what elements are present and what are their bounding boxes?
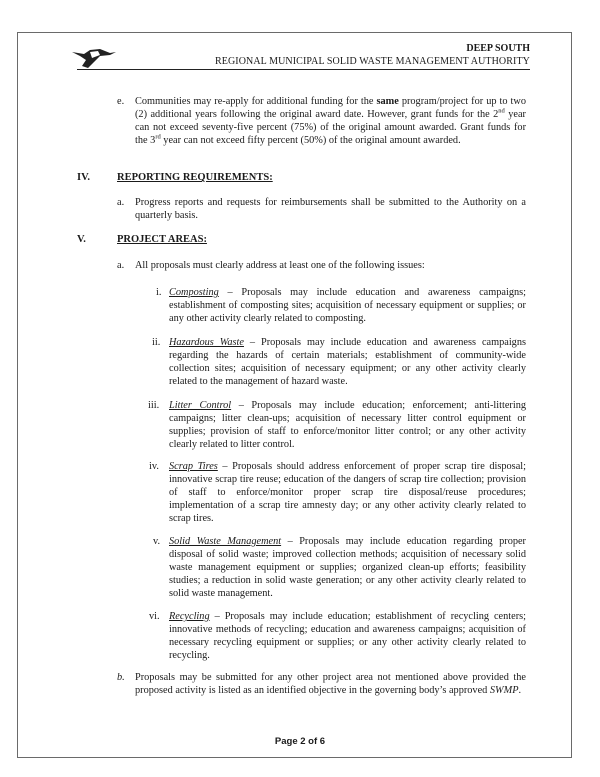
item-marker: b.	[117, 672, 125, 683]
superscript: rd	[155, 133, 161, 141]
org-subtitle: REGIONAL MUNICIPAL SOLID WASTE MANAGEMENT AUTHORITY	[214, 56, 530, 67]
list-item-recycling	[169, 611, 526, 663]
list-item-litter-control	[169, 400, 526, 452]
list-marker: iii.	[148, 400, 160, 411]
section-number: V.	[77, 234, 86, 245]
list-item-hazardous-waste	[169, 337, 526, 389]
text: year can not exceed fifty percent (50%) of the original amount awarded.	[160, 134, 461, 146]
text: – Proposals should address enforcement of proper scrap tire disposal; innovative scrap tire reuse; education of the dangers of scrap tire collection; provision of staff to enforce/monitor proper scrap tire disposal/reuse procedures; implementation of a scrap tire amnesty day; or any other activity clearly related to scrap tires.	[169, 461, 526, 524]
section-title: REPORTING REQUIREMENTS:	[117, 172, 273, 183]
page-number: Page 2 of 6	[274, 736, 326, 747]
item-marker: e.	[117, 96, 125, 107]
term: Recycling	[169, 611, 210, 622]
term: Solid Waste Management	[169, 536, 282, 547]
term: Composting	[169, 287, 219, 298]
section-number: IV.	[77, 172, 90, 183]
list-marker: vi.	[149, 611, 160, 622]
list-item-solid-waste-management	[169, 536, 526, 601]
org-name: DEEP SOUTH	[466, 43, 530, 54]
item-marker: a.	[117, 260, 125, 271]
item-marker: a.	[117, 197, 125, 208]
emphasis: same	[376, 96, 399, 107]
text: Proposals may be submitted for any other project area not mentioned above provided the proposed activity is listed as an identified objective in the governing body’s approved	[135, 672, 526, 696]
list-marker: ii.	[152, 337, 161, 348]
text: Communities may re-apply for additional funding for the	[135, 96, 377, 107]
term: Hazardous Waste	[169, 337, 244, 348]
project-areas-intro: All proposals must clearly address at least one of the following issues:	[135, 260, 425, 271]
text: – Proposals may include education and awareness campaigns; establishment of composting sites; acquisition of necessary equipment or supplies; or any other activity clearly related to composting.	[169, 287, 526, 324]
flying-bird-logo-icon	[70, 44, 118, 72]
term: Scrap Tires	[169, 461, 218, 472]
superscript: nd	[498, 107, 505, 115]
reporting-paragraph: Progress reports and requests for reimbursements shall be submitted to the Authority on a quarterly basis.	[135, 197, 526, 221]
term: Litter Control	[169, 400, 232, 411]
text: – Proposals may include education and awareness campaigns regarding the hazards of certain materials; establishment of community-wide collection sites; acquisition of necessary equipment; or any other activity clearly related to the management of hazard waste.	[169, 337, 526, 387]
list-item-scrap-tires	[169, 461, 526, 526]
text: .	[518, 684, 522, 696]
section-title: PROJECT AREAS:	[117, 234, 207, 245]
list-item-composting	[169, 287, 526, 326]
text: program/project for up to two (2) additional years following the original award date. However, grant funds for the 2	[135, 96, 527, 120]
list-marker: iv.	[149, 461, 159, 472]
header-divider	[77, 69, 530, 70]
list-marker: v.	[153, 536, 161, 547]
text: – Proposals may include education; establishment of recycling centers; innovative methods of recycling; education and awareness campaigns; acquisition of necessary recycling equipment or supplies; or any other activity clearly related to recycling.	[169, 611, 526, 661]
text: year can not exceed seventy-five percent (75%) of the original amount awarded. Grant funds for the 3	[135, 108, 526, 146]
list-marker: i.	[156, 287, 162, 298]
text: – Proposals may include education regarding proper disposal of solid waste; improved collection methods; acquisition of necessary solid waste management equipment or supplies; organized clean-up efforts; feasibility studies; a reduction in solid waste generation; or any other activity clearly related to solid waste management.	[169, 536, 526, 599]
item-e-paragraph	[135, 96, 526, 148]
other-project-paragraph	[135, 672, 526, 698]
text: – Proposals may include education; enforcement; anti-littering campaigns; litter clean-ups; acquisition of necessary litter control equipment or supplies; provision of staff to enforce/monitor litter control; or any other activity clearly related to litter control.	[169, 400, 527, 450]
swmp-term: SWMP	[489, 684, 519, 696]
